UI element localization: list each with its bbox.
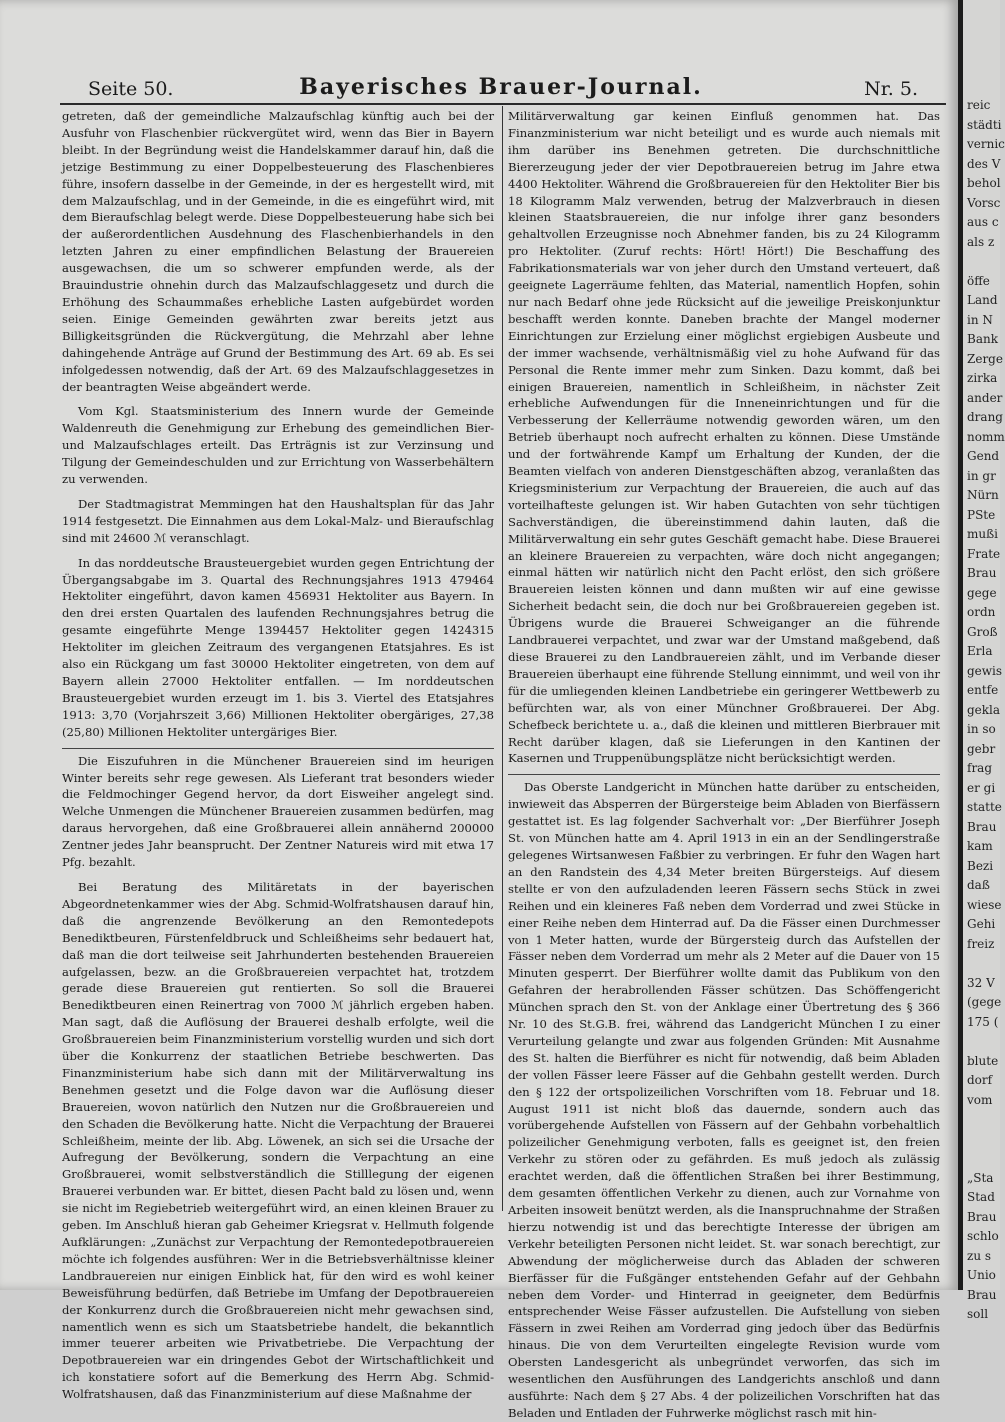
- adjacent-page-fragment: zu s: [967, 1248, 992, 1263]
- adjacent-page-fragment: statte: [967, 800, 1002, 814]
- article-militaeretat-continued: Militärverwaltung gar keinen Einfluß genommen hat. Das Finanzministerium war nicht beteiligt und es wurde auch niemals mit ihm darüber ins Benehmen getreten. Die durchschnittliche Biererzeugung jeder der vier Depotbrauereien betrug im Jahre etwa 4400 Hektoliter. Während die Großbrauereien für den Hektoliter Bier bis 18 Kilogramm Malz verwenden, betrug der Malzverbrauch in diesen kleinen Staatsbrauereien, die nur infolge ihrer ganz besonders gehaltvollen Erzeugnisse noch Abnehmer fanden, bis zu 24 Kilogramm pro Hektoliter. (Zuruf rechts: Hört! Hört!) Die Beschaffung des Fabrikationsmaterials war von jeher durch den Umstand verteuert, daß geeignete Lagerräume fehlten, das Material, namentlich Hopfen, sohin nur nach Bedarf ohne jede Rücksicht auf die jeweilige Preiskonjunktur beschafft werden konnte. Daneben brachte der Mangel moderner Einrichtungen zur Erzielung einer möglichst ergiebigen Ausbeute und der immer wachsende, verhältnismäßig viel zu hohe Aufwand für das Personal die Rente immer mehr zum Sinken. Dazu kommt, daß bei einigen Brauereien, namentlich in Schleißheim, in nächster Zeit erhebliche Aufwendungen für die Inneneinrichtungen und für die Verbesserung der Kellerräume notwendig geworden wären, um den Betrieb überhaupt noch aufrecht erhalten zu können. Diese Umstände und der fortwährende Kampf um Erhaltung der Kunden, der die Beamten vielfach von anderen Dienstgeschäften abzog, veranlaßten das Kriegsministerium zur Verpachtung der Brauereien, die auch auf das vorteilhafteste gelungen ist. Wir haben Gutachten von sehr tüchtigen Sachverständigen, die übereinstimmend dahin lauten, daß die Militärverwaltung ein sehr gutes Geschäft gemacht habe. Diese Brauerei an kleinere Brauereien zu verpachten, wäre doch nicht angegangen; einmal hätten wir natürlich nicht den Pacht erlöst, den sich größere Brauereien leisten können und dann mußten wir auf eine gewisse Sicherheit bedacht sein, die doch nur bei Großbrauereien gegeben ist. Übrigens wurde die Brauerei Schweiganger an die führende Landbrauerei verpachtet, und zwar war der Umstand maßgebend, daß diese Brauerei zu den Landbrauereien zählt, und im Verbande dieser Brauereien überhaupt eine führende Stellung einnimmt, und weil von ihr für die umliegenden kleinen Landbetriebe ein geringerer Wettbewerb zu befürchten war, als von einer Münchner Großbrauerei. Der Abg. Schefbeck berichtete u. a., daß die kleinen und mittleren Bierbrauer mit Recht darüber klagen, daß sie Lieferungen in den Kantinen der Kasernen und Truppenübungsplätze nicht berücksichtigt werden.: [508, 109, 940, 766]
- adjacent-page-fragment: Zerge: [967, 351, 1003, 366]
- adjacent-page-fragment: mußi: [967, 527, 998, 541]
- adjacent-page-fragment: öffe: [967, 273, 990, 288]
- adjacent-page-fragment: behol: [967, 176, 1001, 190]
- adjacent-page-fragment: drang: [967, 410, 1003, 424]
- adjacent-page-fragment: Brau: [967, 1287, 997, 1302]
- adjacent-page-fragment: (gege: [967, 995, 1002, 1009]
- adjacent-page-fragment: nomm: [967, 429, 1005, 444]
- adjacent-page-fragment: reic: [967, 98, 991, 112]
- header-rule: [60, 103, 946, 105]
- section-rule: [508, 774, 940, 775]
- adjacent-page-fragment: entfe: [967, 683, 999, 697]
- adjacent-page-fragment: aus c: [967, 215, 999, 229]
- adjacent-page-fragment: daß: [967, 878, 990, 892]
- section-rule: [62, 748, 494, 749]
- article-malzaufschlag: getreten, daß der gemeindliche Malzaufschlag künftig auch bei der Ausfuhr von Flaschenbier rückvergütet wird, wenn das Bier in Bayern bleibt. In der Begründung weist die Handelskammer darauf hin, daß die jetzige Bestimmung zu einer Doppelbesteuerung des Flaschenbieres führe, insofern dasselbe in der Gemeinde, in der es hergestellt wird, mit dem Malzaufschlag, und in der Gemeinde, in die es eingeführt wird, mit dem Bieraufschlag belegt werde. Diese Doppelbesteuerung habe sich bei der außerordentlichen Ausdehnung des Flaschenbierhandels in den letzten Jahren zu einer empfindlichen Belastung der Brauereien ausgewachsen, die um so schwerer empfunden werde, als der Brauindustrie ohnehin durch das Malzaufschlaggesetz und durch die Erhöhung des Schaummaßes erhebliche Lasten aufgebürdet worden seien. Einige Gemeinden gewährten zwar bereits jetzt aus Billigkeitsgründen die Rückvergütung, die Mehrzahl aber lehne dahingehende Anträge auf Grund der Bestimmung des Art. 69 ab. Es sei infolgedessen notwendig, daß der Art. 69 des Malzaufschlaggesetzes in der beantragten Weise abgeändert werde.: [62, 109, 494, 394]
- adjacent-page-fragment: Bezi: [967, 858, 994, 873]
- adjacent-page-fragment: [963, 1110, 1000, 1130]
- adjacent-page-fragment: Brau: [967, 566, 997, 580]
- adjacent-page-fragment: städti: [967, 117, 1002, 132]
- adjacent-page-fragment: gewis: [967, 663, 1003, 678]
- adjacent-page-fragment: freiz: [967, 936, 995, 951]
- adjacent-page-fragment: wiese: [967, 897, 1002, 912]
- adjacent-page-fragment: [963, 1032, 1000, 1052]
- adjacent-page-fragment: vernic: [967, 137, 1005, 151]
- adjacent-page-fragment: vom: [967, 1092, 993, 1107]
- adjacent-page-fragment: kam: [967, 839, 993, 853]
- adjacent-page-fragment: in so: [967, 722, 996, 736]
- adjacent-page-fragment: Gend: [967, 449, 1000, 463]
- adjacent-page-fragment: dorf: [967, 1073, 993, 1087]
- adjacent-page-fragment: Land: [967, 293, 998, 307]
- adjacent-page-fragment: Unio: [967, 1268, 996, 1282]
- adjacent-page-fragment: soll: [967, 1307, 989, 1321]
- right-column: [508, 108, 940, 1422]
- adjacent-page-fragment: [963, 252, 1000, 272]
- article-militaeretat: Bei Beratung des Militäretats in der bayerischen Abgeordnetenkammer wies der Abg. Schmid-Wolfratshausen darauf hin, daß die angrenzende Bevölkerung an den Remontedepots Benediktbeuren, Fürstenfeldbruck und Schleißheims sehr bedauert hat, daß man die dort teilweise seit Jahrhunderten bestehenden Brauereien aufgelassen, bezw. an die Großbrauereien verpachtet hat, trotzdem gerade diese Brauereien gut rentierten. So soll die Brauerei Benediktbeuren einen Reinertrag von 7000 ℳ jährlich ergeben haben. Man sagt, daß die Auflösung der Brauerei deshalb erfolgte, weil die Großbrauereien beim Finanzministerium vorstellig wurden und sich dort über die Konkurrenz der staatlichen Betriebe beschwerten. Das Finanzministerium habe sich dann mit der Militärverwaltung ins Benehmen gesetzt und die Folge davon war die Auflösung dieser Brauereien, wovon natürlich den Nutzen nur die Großbrauereien und den Schaden die Bevölkerung hatte. Nicht die Verpachtung der Brauerei Schleißheim, meinte der lib. Abg. Löwenek, an sich sei die Ursache der Aufregung der Bevölkerung, sondern die Verpachtung an eine Großbrauerei, womit selbstverständlich die Stilllegung der eigenen Brauerei verbunden war. Er bittet, diesen Pacht bald zu lösen und, wenn sie nicht im Regiebetrieb weitergeführt wird, an einen kleinen Brauer zu geben. Im Anschluß hieran gab Geheimer Kriegsrat v. Hellmuth folgende Aufklärungen: „Zunächst zur Verpachtung der Remontedepotbrauereien möchte ich folgendes ausführen: Wer in die Betriebsverhältnisse kleiner Landbrauereien nur einigen Einblick hat, für den wird es wohl keiner Beweisführung bedürfen, daß Betriebe im Umfang der Depotbrauereien der Konkurrenz durch die Großbrauereien nicht mehr gewachsen sind, namentlich wenn es sich um Staatsbetriebe handelt, die bekanntlich immer teuerer arbeiten wie Privatbetriebe. Die Verpachtung der Depotbrauereien war ein dringendes Gebot der Wirtschaftlichkeit und ich konstatiere sofort auf die Bemerkung des Herrn Abg. Schmid-Wolfratshausen, daß das Finanzministerium auf diese Maßnahme der: [62, 879, 494, 1402]
- adjacent-page-fragment: [963, 1130, 1000, 1150]
- adjacent-page-fragment: Nürn: [967, 488, 999, 502]
- page-number: Seite 50.: [88, 78, 174, 100]
- adjacent-page-edge: [958, 0, 1005, 1321]
- adjacent-page-fragment: Vorsc: [967, 195, 1001, 210]
- adjacent-page-fragment: in gr: [967, 468, 996, 483]
- adjacent-page-fragments: [963, 0, 1005, 1325]
- adjacent-page-fragment: Groß: [967, 624, 998, 639]
- journal-title: Bayerisches Brauer-Journal.: [299, 74, 703, 100]
- column-divider: [502, 106, 503, 1211]
- adjacent-page-fragment: 175 (: [967, 1014, 999, 1029]
- issue-number: Nr. 5.: [864, 78, 918, 100]
- adjacent-page-fragment: [963, 1149, 1000, 1169]
- adjacent-page-fragment: gekla: [967, 702, 1001, 717]
- article-brausteuergebiet: In das norddeutsche Brausteuergebiet wurden gegen Entrichtung der Übergangsabgabe im 3. Quartal des Rechnungsjahres 1913 479464 Hektoliter eingeführt, davon kamen 456931 Hektoliter aus Bayern. In den drei ersten Quartalen des laufenden Rechnungsjahres betrug die gesamte eingeführte Menge 1394457 Hektoliter gegen 1424315 Hektoliter im gleichen Zeitraum des vergangenen Etatsjahres. Es ist also ein Rückgang um fast 30000 Hektoliter eingetreten, von dem auf Bayern allein 27000 Hektoliter entfallen. — Im norddeutschen Brausteuergebiet wurden erzeugt im 1. bis 3. Viertel des Etatsjahres 1913: 3,70 (Vorjahrszeit 3,66) Millionen Hektoliter obergäriges, 27,38 (25,80) Millionen Hektoliter untergäriges Bier.: [62, 555, 494, 739]
- adjacent-page-fragment: „Sta: [967, 1170, 994, 1185]
- adjacent-page-fragment: gege: [967, 585, 997, 600]
- adjacent-page-fragment: ordn: [967, 605, 996, 619]
- adjacent-page-fragment: Frate: [967, 546, 1001, 561]
- adjacent-page-fragment: Erla: [967, 644, 993, 658]
- adjacent-page-fragment: als z: [967, 234, 995, 249]
- article-eiszufuhren: Die Eiszufuhren in die Münchener Brauereien sind im heurigen Winter bereits sehr rege gewesen. Als Lieferant trat besonders wieder die Feldmochinger Gegend hervor, da dort Eisweiher angelegt sind. Welche Unmengen die Münchener Brauereien zusammen bedürfen, mag daraus hervorgehen, daß eine Großbrauerei allein annähernd 200000 Zentner jedes Jahr beansprucht. Der Zentner Natureis wird mit etwa 17 Pfg. bezahlt.: [62, 753, 494, 870]
- adjacent-page-fragment: 32 V: [967, 975, 995, 990]
- adjacent-page-fragment: Brau: [967, 1209, 997, 1224]
- adjacent-page-fragment: Stad: [967, 1190, 995, 1204]
- adjacent-page-fragment: Gehi: [967, 917, 996, 931]
- adjacent-page-fragment: frag: [967, 761, 993, 775]
- adjacent-page-fragment: ander: [967, 390, 1003, 405]
- adjacent-page-fragment: PSte: [967, 507, 996, 522]
- adjacent-page-fragment: [963, 954, 1000, 974]
- article-memmingen: Der Stadtmagistrat Memmingen hat den Haushaltsplan für das Jahr 1914 festgesetzt. Die Einnahmen aus dem Lokal-Malz- und Bieraufschlag sind mit 24600 ℳ veranschlagt.: [62, 496, 494, 545]
- adjacent-page-fragment: Brau: [967, 819, 997, 834]
- left-column: [62, 108, 494, 1403]
- adjacent-page-fragment: schlo: [967, 1229, 999, 1243]
- adjacent-page-fragment: gebr: [967, 741, 996, 756]
- adjacent-page-fragment: er gi: [967, 780, 996, 795]
- adjacent-page-fragment: in N: [967, 312, 993, 327]
- article-waldenreuth: Vom Kgl. Staatsministerium des Innern wurde der Gemeinde Waldenreuth die Genehmigung zur Erhebung des gemeindlichen Bier- und Malzaufschlages erteilt. Das Erträgnis ist zur Verzinsung und Tilgung der Gemeindeschulden und zur Errichtung von Wasserbehältern zu verwenden.: [62, 404, 494, 487]
- adjacent-page-fragment: blute: [967, 1053, 999, 1068]
- article-landgericht: Das Oberste Landgericht in München hatte darüber zu entscheiden, inwieweit das Absperren der Bürgersteige beim Abladen von Bierfässern gestattet ist. Es lag folgender Sachverhalt vor: „Der Bierführer Joseph St. von München hatte am 4. April 1913 in ein an der Sendlingerstraße gelegenes Wirtsanwesen Faßbier zu verbringen. Er fuhr den Wagen hart an den Randstein des 4,34 Meter breiten Bürgersteigs. Auf diesem stellte er von den aufzuladenden leeren Fässern sechs Stück in zwei Reihen und ein kleineres Faß neben dem Vorderrad und zwei Stücke in einer Reihe neben dem Hinterrad auf. Da die Fässer einen Durchmesser von 1 Meter hatten, wurde der Bürgersteig durch das Aufstellen der Fässer neben dem Vorderrad um mehr als 2 Meter auf die Dauer von 15 Minuten gesperrt. Der Bierführer wollte damit das Publikum von den Gefahren der herabrollenden Fässer schützen. Das Schöffengericht München sprach den St. von der Anklage einer Übertretung des § 366 Nr. 10 des St.G.B. frei, während das Landgericht München I zu einer Verurteilung gelangte und zwar aus folgenden Gründen: Mit Ausnahme des St. halten die Bierführer es nicht für notwendig, daß beim Abladen der vollen Fässer leere Fässer auf die Gehbahn gestellt werden. Durch den § 122 der ortspolizeilichen Vorschriften vom 18. Februar und 18. August 1911 ist nicht bloß das dauernde, sondern auch das vorübergehende Aufstellen von Fässern auf der Gehbahn vorbehaltlich polizeilicher Genehmigung verboten, falls es geeignet ist, den freien Verkehr zu stören oder zu gefährden. Es muß jedoch als zulässig erachtet werden, daß die öffentlichen Straßen bei ihrer Bestimmung, dem gesamten öffentlichen Verkehr zu dienen, auch zur Vornahme von Arbeiten insoweit benützt werden, als die Inanspruchnahme der Straßen hierzu notwendig ist und das berechtigte Interesse der übrigen am Verkehr beteiligten Personen nicht leidet. St. war sonach berechtigt, zur Abwendung der möglicherweise durch das Abladen der schweren Bierfässer für die Fußgänger entstehenden Gefahr auf der Gehbahn neben dem Vorder- und Hinterrad in geeigneter, dem Bedürfnis entsprechender Weise Fässer aufzustellen. Die Aufstellung von sieben Fässern in zwei Reihen am Vorderrad ging jedoch über das Bedürfnis hinaus. Die von dem Verurteilten eingelegte Revision wurde vom Obersten Landesgericht als unbegründet verworfen, das sich im wesentlichen den Ausführungen des Landgerichts anschloß und dann ausführte: Nach dem § 27 Abs. 4 der polizeilichen Vorschriften hat das Beladen und Entladen der Fuhrwerke möglichst rasch mit hin-: [508, 780, 940, 1420]
- adjacent-page-fragment: zirka: [967, 371, 998, 385]
- adjacent-page-fragment: Bank: [967, 332, 998, 346]
- adjacent-page-fragment: des V: [967, 156, 1001, 171]
- page-header: [62, 70, 940, 104]
